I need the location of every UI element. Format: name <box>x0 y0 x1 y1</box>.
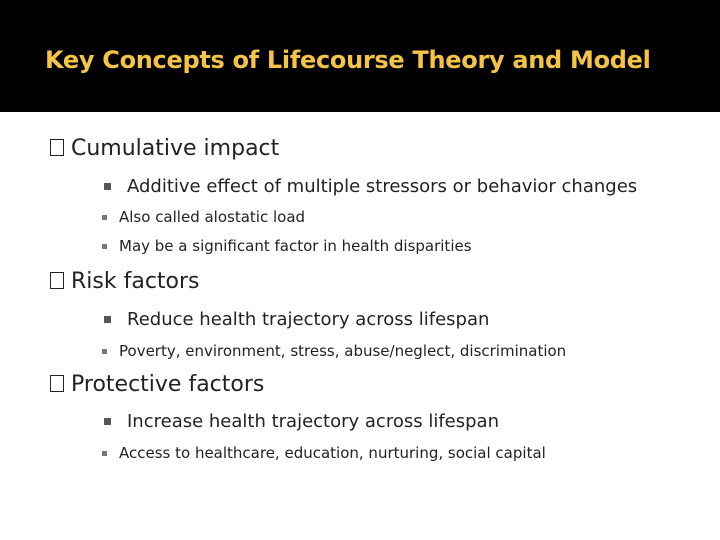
title-bar <box>0 0 720 112</box>
section-heading-label: Cumulative impact <box>71 136 280 161</box>
bullet-point <box>104 411 499 432</box>
section-heading-label: Protective factors <box>71 372 265 397</box>
sub-bullet-text: Poverty, environment, stress, abuse/neglect, discrimination <box>119 342 567 360</box>
slide-content <box>0 112 720 540</box>
sub-bullet-text: May be a significant factor in health disparities <box>119 237 472 255</box>
small-square-bullet-icon <box>102 215 107 220</box>
checkbox-bullet-icon <box>50 272 64 289</box>
sub-bullet-point <box>101 208 305 226</box>
square-bullet-icon <box>104 316 111 323</box>
slide-title: Key Concepts of Lifecourse Theory and Model <box>45 46 651 74</box>
section-heading-label: Risk factors <box>71 269 200 294</box>
bullet-text: Increase health trajectory across lifespan <box>127 411 499 432</box>
square-bullet-icon <box>104 183 111 190</box>
bullet-text: Reduce health trajectory across lifespan <box>127 309 490 330</box>
sub-bullet-text: Access to healthcare, education, nurturing, social capital <box>119 444 546 462</box>
checkbox-bullet-icon <box>50 375 64 392</box>
bullet-point <box>104 309 489 330</box>
small-square-bullet-icon <box>102 244 107 249</box>
checkbox-bullet-icon <box>50 139 64 156</box>
sub-bullet-point <box>101 237 472 255</box>
sub-bullet-point <box>101 444 546 462</box>
bullet-text: Additive effect of multiple stressors or behavior changes <box>127 176 638 197</box>
square-bullet-icon <box>104 418 111 425</box>
small-square-bullet-icon <box>102 349 107 354</box>
section-heading-protective-factors <box>50 372 264 397</box>
small-square-bullet-icon <box>102 451 107 456</box>
section-heading-cumulative-impact <box>50 136 279 161</box>
sub-bullet-text: Also called alostatic load <box>119 208 306 226</box>
sub-bullet-point <box>101 342 566 360</box>
bullet-point <box>104 176 637 197</box>
section-heading-risk-factors <box>50 269 200 294</box>
